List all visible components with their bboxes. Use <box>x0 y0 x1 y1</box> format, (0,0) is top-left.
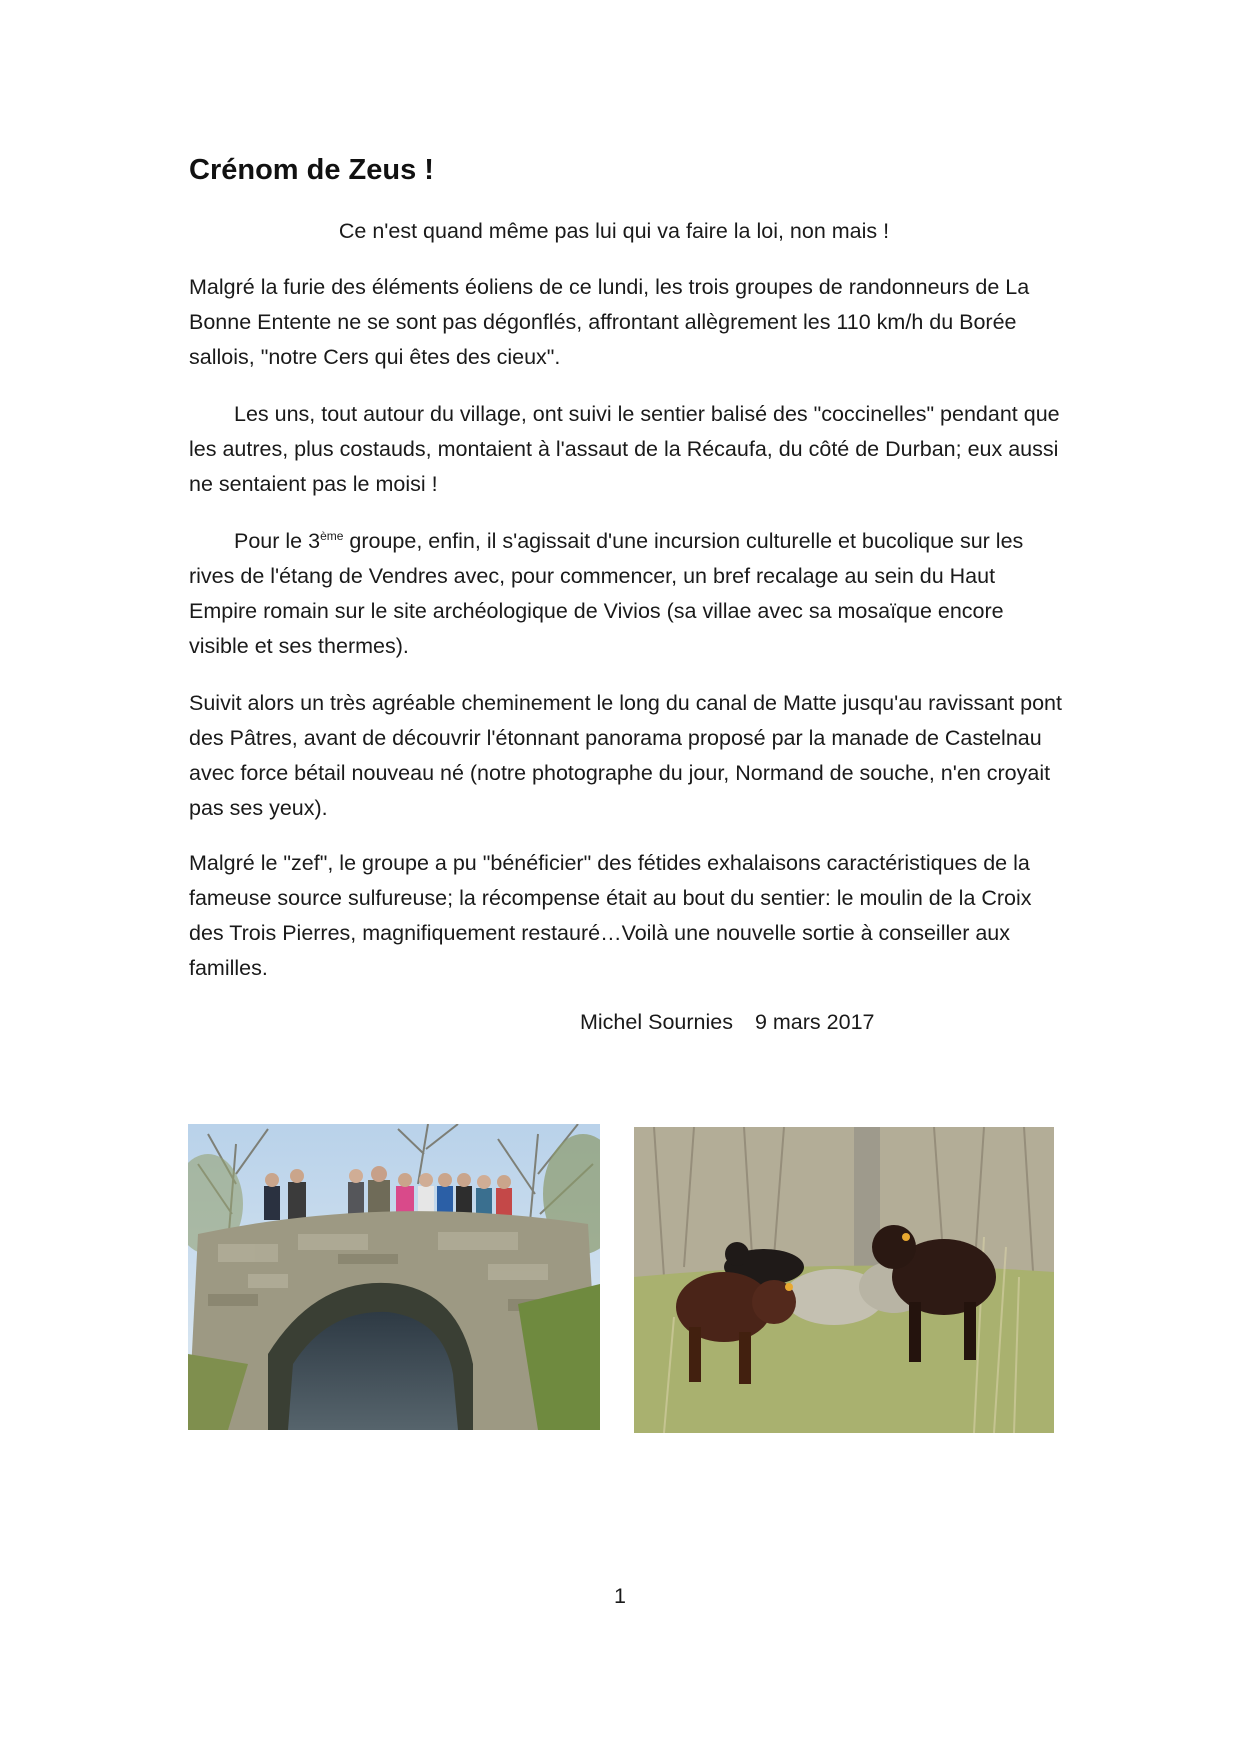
paragraph-2: Les uns, tout autour du village, ont suivi le sentier balisé des "coccinelles" pendant que les autres, plus costauds, montaient à l'assaut de la Récaufa, du côté de Durban; eux aussi ne sentaient pas le moisi ! <box>189 402 1060 496</box>
bridge-photo <box>188 1124 600 1430</box>
bridge-photo-image <box>188 1124 600 1430</box>
page-number: 1 <box>614 1584 626 1608</box>
author-name: Michel Sournies <box>580 1010 733 1034</box>
paragraph-3-start: Pour le 3 <box>234 529 321 553</box>
paragraph-3-rest: groupe, enfin, il s'agissait d'une incursion culturelle et bucolique sur les rives de l'étang de Vendres avec, pour commencer, un bref recalage au sein du Haut Empire romain sur le site archéologique de Vivios (sa villae avec sa mosaïque encore visible et ses thermes). <box>189 529 1024 658</box>
calves-photo <box>634 1127 1054 1433</box>
calves-photo-image <box>634 1127 1054 1433</box>
article-subtitle: Ce n'est quand même pas lui qui va faire la loi, non mais ! <box>338 219 890 243</box>
paragraph-3 <box>189 524 1069 664</box>
paragraph-4: Suivit alors un très agréable cheminement le long du canal de Matte jusqu'au ravissant pont des Pâtres, avant de découvrir l'étonnant panorama proposé par la manade de Castelnau avec force bétail nouveau né (notre photographe du jour, Normand de souche, n'en croyait pas ses yeux). <box>189 691 1062 820</box>
article-title: Crénom de Zeus ! <box>189 154 434 186</box>
paragraph-1: Malgré la furie des éléments éoliens de ce lundi, les trois groupes de randonneurs de La Bonne Entente ne se sont pas dégonflés, affrontant allègrement les 110 km/h du Borée sallois, "notre Cers qui êtes des cieux". <box>189 275 1030 369</box>
ordinal-superscript: ème <box>320 528 344 543</box>
paragraph-5: Malgré le "zef", le groupe a pu "bénéficier" des fétides exhalaisons caractéristiques de la fameuse source sulfureuse; la récompense était au bout du sentier: le moulin de la Croix des Trois Pierres, magnifiquement restauré…Voilà une nouvelle sortie à conseiller aux familles. <box>189 851 1032 980</box>
signature-date: 9 mars 2017 <box>754 1010 875 1034</box>
signature <box>580 1010 874 1035</box>
